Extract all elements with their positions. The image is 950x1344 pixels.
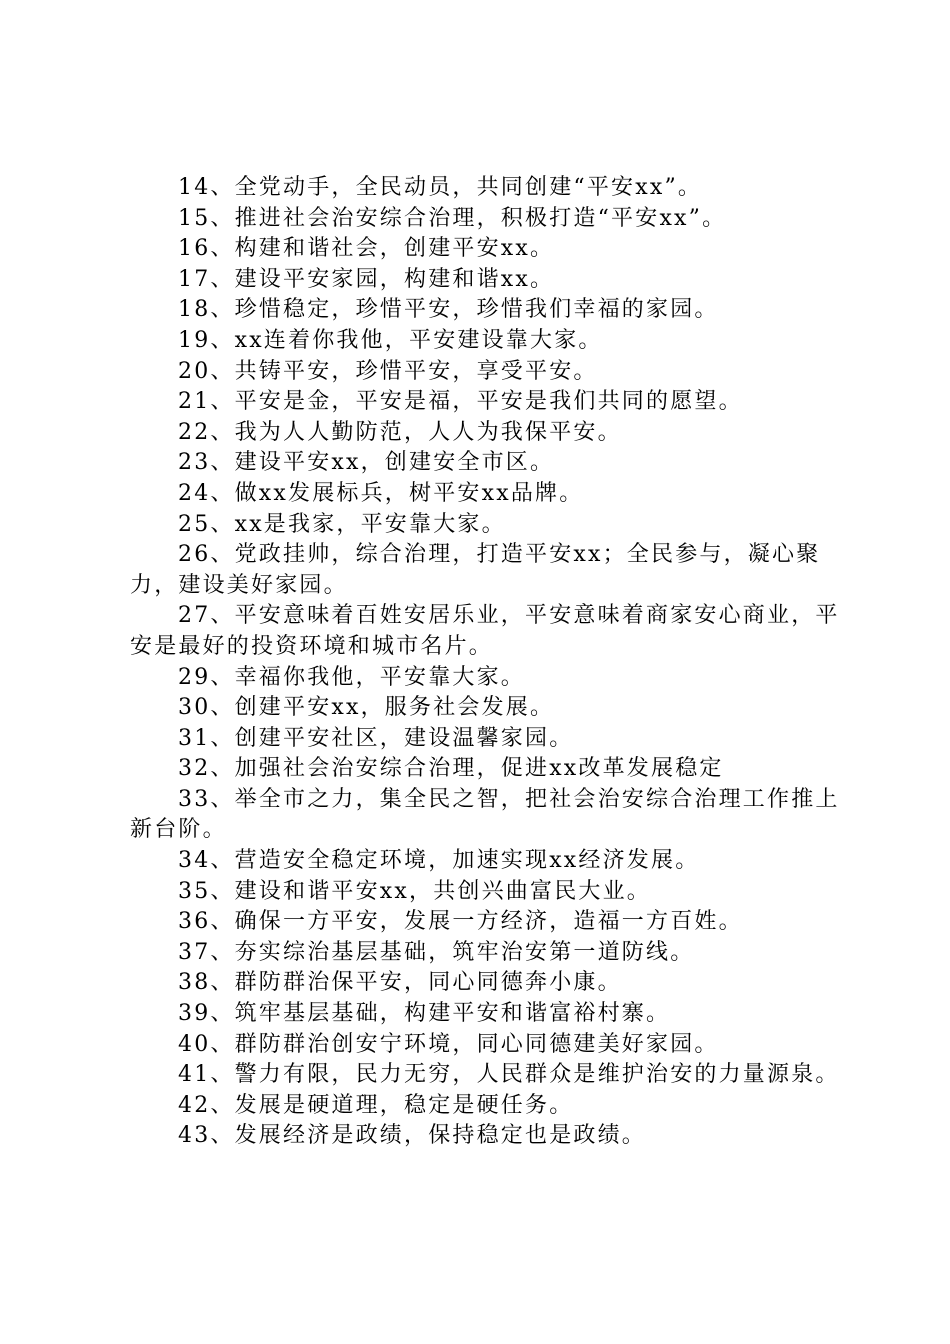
paragraph: 22、我为人人勤防范，人人为我保平安。 [178, 419, 622, 445]
paragraph: 33、举全市之力，集全民之智，把社会治安综合治理工作推上新台阶。 [130, 786, 840, 843]
paragraph: 14、全党动手，全民动员，共同创建“平安xx”。 [178, 175, 703, 200]
paragraph: 27、平安意味着百姓安居乐业，平安意味着商家安心商业，平安是最好的投资环境和城市名片。 [130, 603, 840, 659]
paragraph: 17、建设平安家园，构建和谐xx。 [178, 266, 555, 292]
paragraph: 19、xx连着你我他，平安建设靠大家。 [178, 327, 603, 353]
paragraph: 26、党政挂帅，综合治理，打造平安xx；全民参与，凝心聚力，建设美好家园。 [130, 542, 821, 598]
paragraph: 40、群防群治创安宁环境，同心同德建美好家园。 [178, 1031, 719, 1057]
paragraph: 15、推进社会治安综合治理，积极打造“平安xx”。 [178, 205, 727, 231]
paragraph: 21、平安是金，平安是福，平安是我们共同的愿望。 [178, 389, 743, 415]
paragraph: 43、发展经济是政绩，保持稳定也是政绩。 [178, 1123, 646, 1149]
paragraph: 34、营造安全稳定环境，加速实现xx经济发展。 [178, 848, 700, 874]
paragraph: 32、加强社会治安综合治理，促进xx改革发展稳定 [178, 756, 724, 782]
paragraph: 42、发展是硬道理，稳定是硬任务。 [178, 1092, 574, 1118]
paragraph: 30、创建平安xx，服务社会发展。 [178, 695, 555, 721]
paragraph: 31、创建平安社区，建设温馨家园。 [178, 725, 574, 751]
paragraph: 41、警力有限，民力无穷，人民群众是维护治安的力量源泉。 [178, 1062, 840, 1088]
paragraph: 29、幸福你我他，平安靠大家。 [178, 664, 525, 690]
paragraph: 25、xx是我家，平安靠大家。 [178, 511, 506, 537]
paragraph: 38、群防群治保平安，同心同德奔小康。 [178, 970, 622, 996]
paragraph: 20、共铸平安，珍惜平安，享受平安。 [178, 358, 598, 384]
paragraph: 39、筑牢基层基础，构建平安和谐富裕村寨。 [178, 1001, 671, 1027]
document-body [130, 173, 855, 1152]
paragraph: 37、夯实综治基层基础，筑牢治安第一道防线。 [178, 939, 695, 965]
paragraph: 23、建设平安xx，创建安全市区。 [178, 450, 555, 476]
paragraph: 35、建设和谐平安xx，共创兴曲富民大业。 [178, 878, 652, 904]
paragraph: 18、珍惜稳定，珍惜平安，珍惜我们幸福的家园。 [178, 297, 719, 323]
paragraph: 36、确保一方平安，发展一方经济，造福一方百姓。 [178, 909, 743, 935]
paragraph: 16、构建和谐社会，创建平安xx。 [178, 236, 555, 262]
paragraph: 24、做xx发展标兵，树平安xx品牌。 [178, 480, 584, 506]
